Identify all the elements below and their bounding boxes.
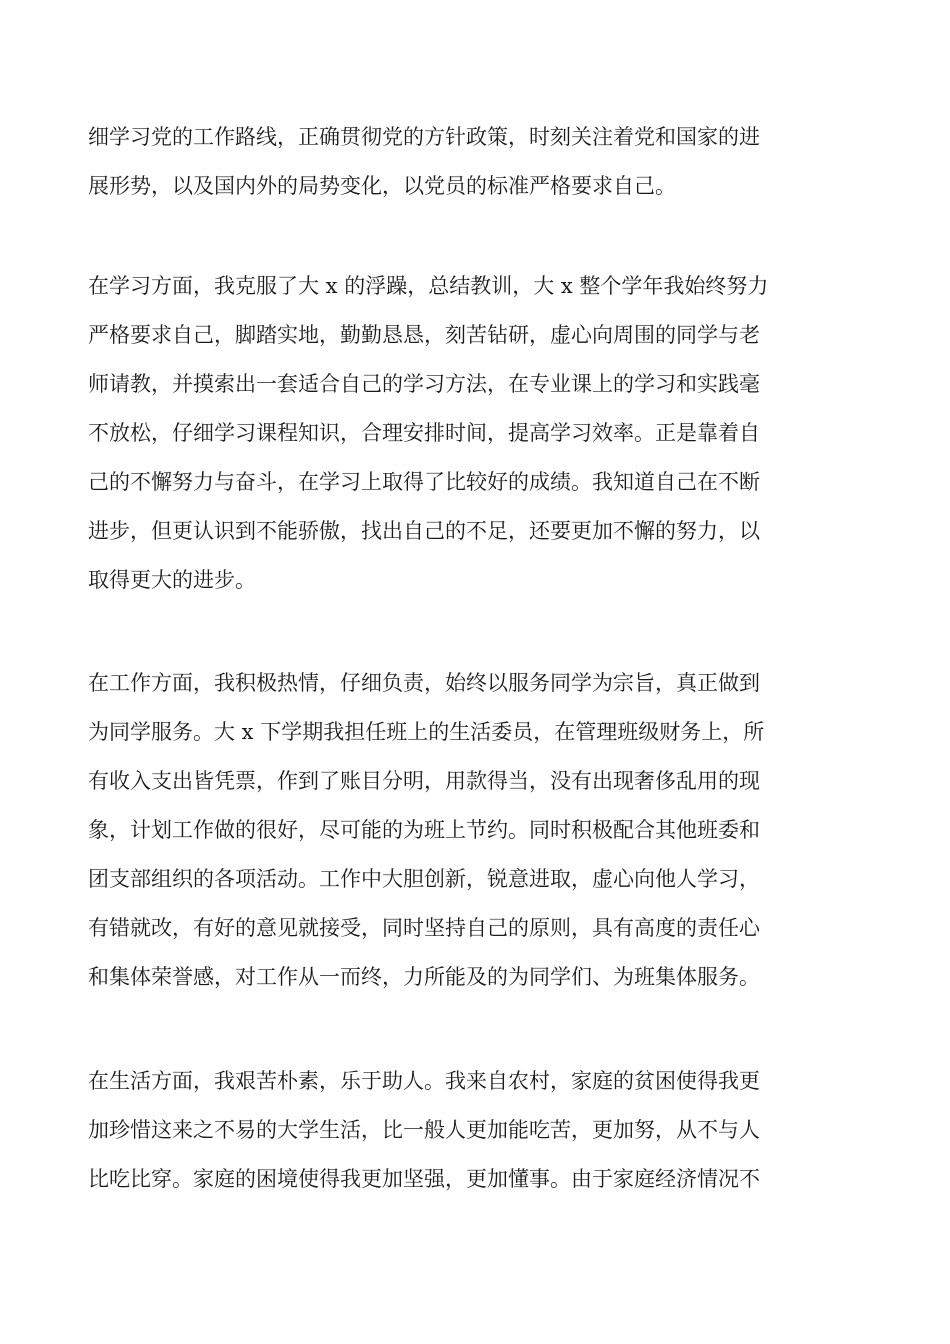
text-line: 取得更大的进步。: [88, 568, 256, 592]
paragraph-party-study: [88, 113, 862, 211]
text-line: 在生活方面，我艰苦朴素，乐于助人。我来自农村，家庭的贫困使得我更: [88, 1069, 760, 1093]
text-line: 有收入支出皆凭票，作到了账目分明，用款得当，没有出现奢侈乱用的现: [88, 769, 760, 793]
text-line: 比吃比穿。家庭的困境使得我更加坚强，更加懂事。由于家庭经济情况不: [88, 1167, 760, 1191]
text-line: 不放松，仔细学习课程知识，合理安排时间，提高学习效率。正是靠着自: [88, 421, 760, 445]
text-line: 细学习党的工作路线，正确贯彻党的方针政策，时刻关注着党和国家的进: [88, 125, 760, 149]
text-line: 团支部组织的各项活动。工作中大胆创新，锐意进取，虚心向他人学习，: [88, 867, 760, 891]
text-line: 进步，但更认识到不能骄傲，找出自己的不足，还要更加不懈的努力，以: [88, 519, 760, 543]
text-line: 象，计划工作做的很好，尽可能的为班上节约。同时积极配合其他班委和: [88, 818, 760, 842]
paragraph-life: [88, 1057, 862, 1204]
text-line: 在学习方面，我克服了大 x 的浮躁，总结教训，大 x 整个学年我始终努力: [88, 274, 769, 298]
paragraph-work: [88, 659, 862, 1002]
text-line: 为同学服务。大 x 下学期我担任班上的生活委员，在管理班级财务上，所: [88, 720, 765, 744]
text-line: 展形势，以及国内外的局势变化，以党员的标准严格要求自己。: [88, 174, 676, 198]
text-line: 己的不懈努力与奋斗，在学习上取得了比较好的成绩。我知道自己在不断: [88, 470, 760, 494]
text-line: 在工作方面，我积极热情，仔细负责，始终以服务同学为宗旨，真正做到: [88, 671, 760, 695]
paragraph-study: [88, 262, 862, 605]
text-line: 有错就改，有好的意见就接受，同时坚持自己的原则，具有高度的责任心: [88, 916, 760, 940]
text-line: 加珍惜这来之不易的大学生活，比一般人更加能吃苦，更加努，从不与人: [88, 1118, 760, 1142]
text-line: 师请教，并摸索出一套适合自己的学习方法，在专业课上的学习和实践毫: [88, 372, 760, 396]
text-line: 严格要求自己，脚踏实地，勤勤恳恳，刻苦钻研，虚心向周围的同学与老: [88, 323, 760, 347]
text-line: 和集体荣誉感，对工作从一而终，力所能及的为同学们、为班集体服务。: [88, 965, 760, 989]
